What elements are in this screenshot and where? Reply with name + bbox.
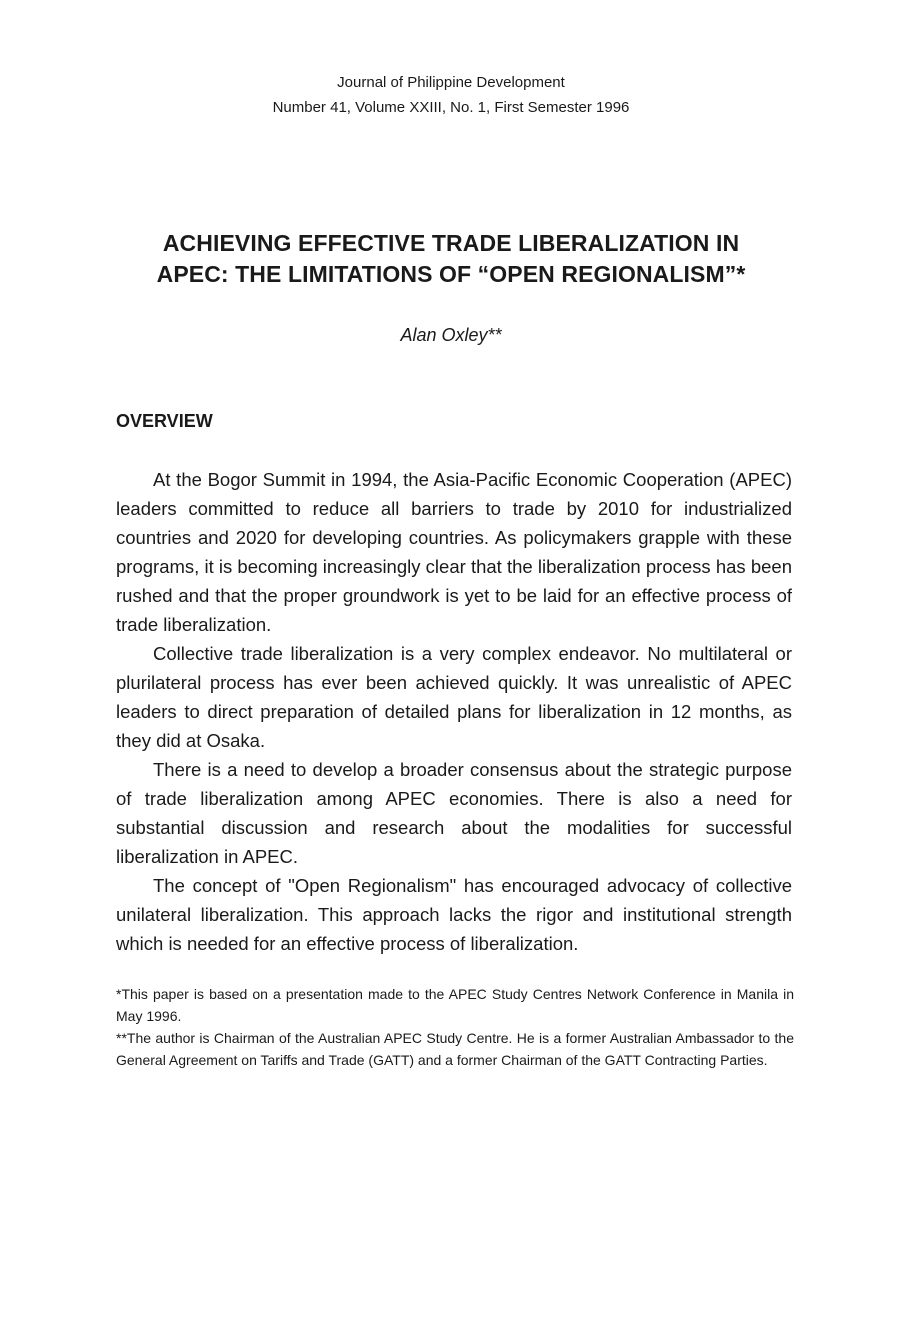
article-title-line-1: ACHIEVING EFFECTIVE TRADE LIBERALIZATION IN bbox=[162, 230, 740, 256]
journal-header bbox=[0, 70, 902, 120]
paragraph: At the Bogor Summit in 1994, the Asia-Pacific Economic Cooperation (APEC) leaders committed to reduce all barriers to trade by 2010 for industrialized countries and 2020 for developing countries. As policymakers grapple with these programs, it is becoming increasingly clear that the liberalization process has been rushed and that the proper groundwork is yet to be laid for an effective process of trade liberalization. bbox=[116, 469, 792, 635]
article-title-line-2: APEC: THE LIMITATIONS OF “OPEN REGIONALISM”* bbox=[156, 261, 746, 287]
footnotes bbox=[116, 983, 794, 1071]
article-author: Alan Oxley** bbox=[400, 325, 502, 345]
paragraph: There is a need to develop a broader consensus about the strategic purpose of trade liberalization among APEC economies. There is also a need for substantial discussion and research about the modalities for successful liberalization in APEC. bbox=[116, 759, 792, 867]
article-title bbox=[60, 228, 842, 290]
journal-name: Journal of Philippine Development bbox=[337, 74, 565, 91]
journal-issue: Number 41, Volume XXIII, No. 1, First Semester 1996 bbox=[272, 99, 630, 116]
footnote: **The author is Chairman of the Australian APEC Study Centre. He is a former Australian Ambassador to the General Agreement on Tariffs and Trade (GATT) and a former Chairman of the GATT Contracting Parties. bbox=[116, 1030, 794, 1068]
paragraph: The concept of "Open Regionalism" has encouraged advocacy of collective unilateral liberalization. This approach lacks the rigor and institutional strength which is needed for an effective process of liberalization. bbox=[116, 875, 792, 954]
body-text bbox=[116, 465, 792, 958]
footnote: *This paper is based on a presentation made to the APEC Study Centres Network Conference in Manila in May 1996. bbox=[116, 986, 794, 1024]
paragraph: Collective trade liberalization is a very complex endeavor. No multilateral or plurilateral process has ever been achieved quickly. It was unrealistic of APEC leaders to direct preparation of detailed plans for liberalization in 12 months, as they did at Osaka. bbox=[116, 643, 792, 751]
section-heading: OVERVIEW bbox=[116, 411, 213, 431]
